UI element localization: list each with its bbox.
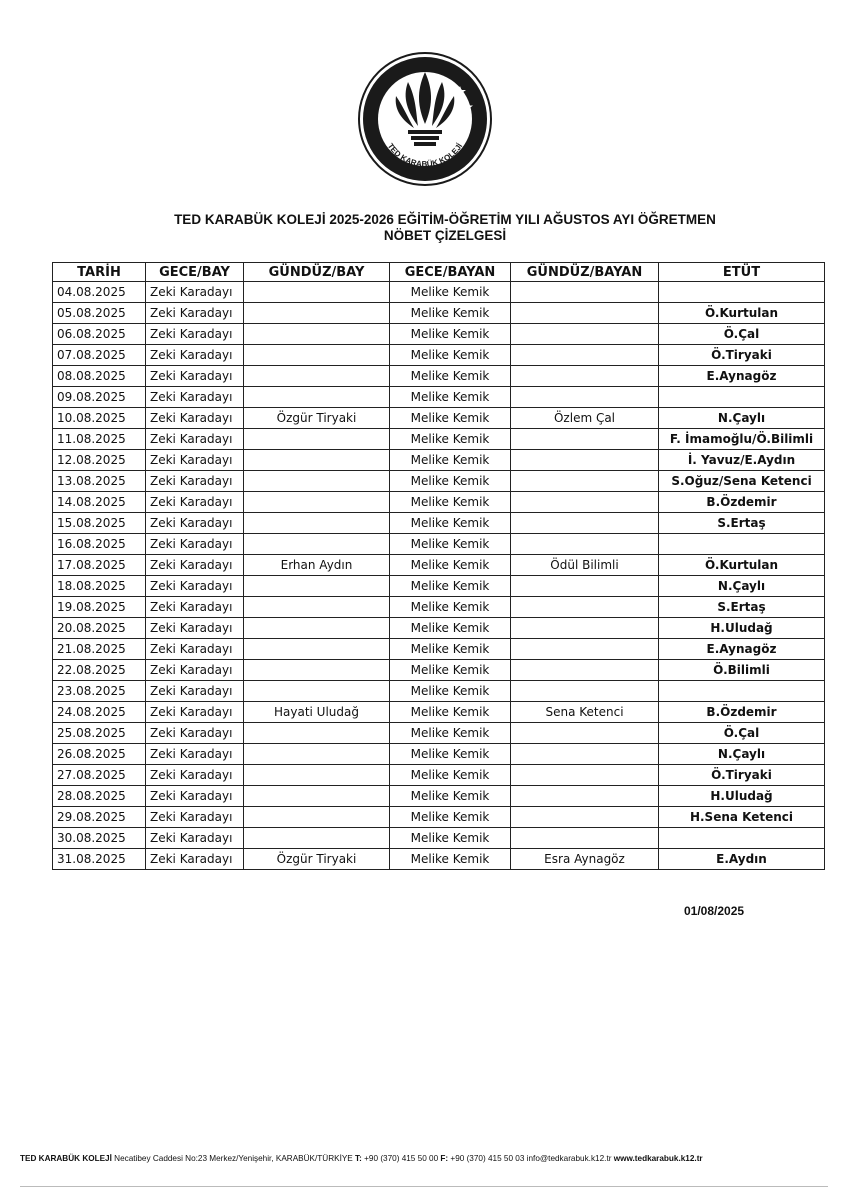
cell-night-female: Melike Kemik <box>390 408 511 429</box>
cell-night-female: Melike Kemik <box>390 639 511 660</box>
cell-night-male: Zeki Karadayı <box>146 807 244 828</box>
footer-tel: +90 (370) 415 50 00 <box>361 1154 441 1163</box>
table-row <box>53 324 825 345</box>
footer-fax-label: F: <box>440 1154 449 1163</box>
cell-day-male <box>244 639 390 660</box>
cell-night-female: Melike Kemik <box>390 618 511 639</box>
cell-day-female <box>511 681 659 702</box>
table-row <box>53 639 825 660</box>
cell-night-male: Zeki Karadayı <box>146 492 244 513</box>
table-row <box>53 786 825 807</box>
cell-date: 10.08.2025 <box>53 408 146 429</box>
cell-night-male: Zeki Karadayı <box>146 450 244 471</box>
cell-study: F. İmamoğlu/Ö.Bilimli <box>659 429 825 450</box>
footer-school: TED KARABÜK KOLEJİ <box>20 1154 112 1163</box>
cell-night-female: Melike Kemik <box>390 681 511 702</box>
table-row <box>53 660 825 681</box>
cell-night-female: Melike Kemik <box>390 471 511 492</box>
cell-day-male: Özgür Tiryaki <box>244 849 390 870</box>
cell-day-female <box>511 618 659 639</box>
cell-study: Ö.Tiryaki <box>659 765 825 786</box>
cell-day-male <box>244 807 390 828</box>
cell-day-male <box>244 597 390 618</box>
cell-day-male <box>244 513 390 534</box>
cell-date: 31.08.2025 <box>53 849 146 870</box>
cell-date: 14.08.2025 <box>53 492 146 513</box>
cell-day-male <box>244 534 390 555</box>
cell-day-female <box>511 387 659 408</box>
cell-night-male: Zeki Karadayı <box>146 576 244 597</box>
cell-night-female: Melike Kemik <box>390 324 511 345</box>
cell-study <box>659 828 825 849</box>
cell-night-male: Zeki Karadayı <box>146 345 244 366</box>
cell-night-female: Melike Kemik <box>390 282 511 303</box>
title-line-1: TED KARABÜK KOLEJİ 2025-2026 EĞİTİM-ÖĞRETİM YILI AĞUSTOS AYI ÖĞRETMEN <box>174 212 716 227</box>
cell-night-male: Zeki Karadayı <box>146 513 244 534</box>
cell-study: N.Çaylı <box>659 576 825 597</box>
cell-study: N.Çaylı <box>659 408 825 429</box>
cell-day-male <box>244 660 390 681</box>
table-row <box>53 429 825 450</box>
cell-day-female <box>511 450 659 471</box>
cell-study: Ö.Bilimli <box>659 660 825 681</box>
footer-tel-label: T: <box>355 1154 362 1163</box>
cell-date: 11.08.2025 <box>53 429 146 450</box>
table-row <box>53 555 825 576</box>
cell-study: E.Aynagöz <box>659 639 825 660</box>
table-row <box>53 702 825 723</box>
table-row <box>53 303 825 324</box>
cell-night-male: Zeki Karadayı <box>146 408 244 429</box>
cell-date: 06.08.2025 <box>53 324 146 345</box>
cell-day-male <box>244 471 390 492</box>
cell-day-male: Hayati Uludağ <box>244 702 390 723</box>
cell-day-male <box>244 429 390 450</box>
cell-study <box>659 282 825 303</box>
cell-study <box>659 534 825 555</box>
cell-day-female <box>511 429 659 450</box>
cell-study: Ö.Tiryaki <box>659 345 825 366</box>
cell-study: B.Özdemir <box>659 702 825 723</box>
cell-study <box>659 681 825 702</box>
cell-day-female <box>511 660 659 681</box>
cell-night-male: Zeki Karadayı <box>146 303 244 324</box>
table-row <box>53 345 825 366</box>
cell-night-female: Melike Kemik <box>390 345 511 366</box>
cell-date: 13.08.2025 <box>53 471 146 492</box>
cell-day-female: Esra Aynagöz <box>511 849 659 870</box>
cell-day-female <box>511 303 659 324</box>
cell-night-female: Melike Kemik <box>390 450 511 471</box>
cell-night-male: Zeki Karadayı <box>146 555 244 576</box>
cell-night-male: Zeki Karadayı <box>146 618 244 639</box>
cell-day-male <box>244 723 390 744</box>
cell-date: 19.08.2025 <box>53 597 146 618</box>
cell-study: E.Aydın <box>659 849 825 870</box>
cell-day-female <box>511 345 659 366</box>
cell-day-female <box>511 576 659 597</box>
document-date: 01/08/2025 <box>684 904 745 918</box>
cell-date: 28.08.2025 <box>53 786 146 807</box>
cell-day-male <box>244 450 390 471</box>
footer-web: www.tedkarabuk.k12.tr <box>613 1154 703 1163</box>
table-row <box>53 618 825 639</box>
cell-day-female <box>511 324 659 345</box>
cell-date: 18.08.2025 <box>53 576 146 597</box>
header-night-male: GECE/BAY <box>146 263 244 282</box>
cell-date: 20.08.2025 <box>53 618 146 639</box>
document-title <box>60 212 830 244</box>
cell-study: S.Oğuz/Sena Ketenci <box>659 471 825 492</box>
cell-day-male: Erhan Aydın <box>244 555 390 576</box>
cell-night-male: Zeki Karadayı <box>146 597 244 618</box>
school-logo <box>358 52 492 186</box>
cell-night-female: Melike Kemik <box>390 303 511 324</box>
page-footer <box>20 1154 830 1163</box>
cell-night-female: Melike Kemik <box>390 576 511 597</box>
cell-date: 21.08.2025 <box>53 639 146 660</box>
cell-day-male <box>244 681 390 702</box>
cell-date: 29.08.2025 <box>53 807 146 828</box>
table-row <box>53 366 825 387</box>
cell-study: H.Sena Ketenci <box>659 807 825 828</box>
cell-day-female <box>511 765 659 786</box>
cell-night-female: Melike Kemik <box>390 513 511 534</box>
cell-night-male: Zeki Karadayı <box>146 849 244 870</box>
cell-study: B.Özdemir <box>659 492 825 513</box>
cell-night-female: Melike Kemik <box>390 492 511 513</box>
cell-night-female: Melike Kemik <box>390 534 511 555</box>
cell-day-female <box>511 366 659 387</box>
header-study: ETÜT <box>659 263 825 282</box>
cell-day-male <box>244 786 390 807</box>
cell-study: İ. Yavuz/E.Aydın <box>659 450 825 471</box>
cell-day-female: Özlem Çal <box>511 408 659 429</box>
cell-day-male <box>244 345 390 366</box>
cell-study <box>659 387 825 408</box>
cell-night-female: Melike Kemik <box>390 597 511 618</box>
cell-study: Ö.Çal <box>659 324 825 345</box>
cell-night-male: Zeki Karadayı <box>146 324 244 345</box>
cell-night-female: Melike Kemik <box>390 828 511 849</box>
cell-date: 30.08.2025 <box>53 828 146 849</box>
cell-date: 24.08.2025 <box>53 702 146 723</box>
cell-day-female <box>511 597 659 618</box>
cell-study: Ö.Kurtulan <box>659 555 825 576</box>
table-row <box>53 849 825 870</box>
cell-day-male <box>244 282 390 303</box>
table-body <box>53 282 825 870</box>
cell-night-female: Melike Kemik <box>390 744 511 765</box>
cell-day-male <box>244 618 390 639</box>
cell-study: H.Uludağ <box>659 786 825 807</box>
cell-day-male <box>244 324 390 345</box>
table-row <box>53 807 825 828</box>
cell-night-male: Zeki Karadayı <box>146 429 244 450</box>
cell-night-male: Zeki Karadayı <box>146 471 244 492</box>
cell-night-male: Zeki Karadayı <box>146 828 244 849</box>
cell-date: 05.08.2025 <box>53 303 146 324</box>
cell-night-male: Zeki Karadayı <box>146 723 244 744</box>
cell-day-female: Ödül Bilimli <box>511 555 659 576</box>
table-row <box>53 387 825 408</box>
cell-night-male: Zeki Karadayı <box>146 282 244 303</box>
cell-study: N.Çaylı <box>659 744 825 765</box>
table-row <box>53 744 825 765</box>
table-row <box>53 723 825 744</box>
cell-night-female: Melike Kemik <box>390 702 511 723</box>
cell-day-female <box>511 807 659 828</box>
cell-night-male: Zeki Karadayı <box>146 702 244 723</box>
header-day-male: GÜNDÜZ/BAY <box>244 263 390 282</box>
cell-day-female: Sena Ketenci <box>511 702 659 723</box>
cell-day-female <box>511 786 659 807</box>
cell-night-male: Zeki Karadayı <box>146 639 244 660</box>
cell-date: 09.08.2025 <box>53 387 146 408</box>
table-row <box>53 828 825 849</box>
cell-day-male <box>244 576 390 597</box>
title-line-2: NÖBET ÇİZELGESİ <box>383 228 507 243</box>
cell-day-male <box>244 303 390 324</box>
cell-study: Ö.Çal <box>659 723 825 744</box>
table-row <box>53 681 825 702</box>
table-row <box>53 450 825 471</box>
table-row <box>53 765 825 786</box>
cell-night-female: Melike Kemik <box>390 786 511 807</box>
cell-day-female <box>511 639 659 660</box>
cell-night-female: Melike Kemik <box>390 387 511 408</box>
footer-divider <box>20 1186 828 1187</box>
duty-schedule-table <box>52 262 825 870</box>
cell-night-female: Melike Kemik <box>390 429 511 450</box>
cell-study: E.Aynagöz <box>659 366 825 387</box>
cell-day-male <box>244 492 390 513</box>
cell-night-male: Zeki Karadayı <box>146 387 244 408</box>
cell-night-female: Melike Kemik <box>390 849 511 870</box>
cell-night-female: Melike Kemik <box>390 366 511 387</box>
cell-night-male: Zeki Karadayı <box>146 744 244 765</box>
cell-date: 07.08.2025 <box>53 345 146 366</box>
cell-date: 25.08.2025 <box>53 723 146 744</box>
cell-night-female: Melike Kemik <box>390 807 511 828</box>
cell-date: 16.08.2025 <box>53 534 146 555</box>
cell-night-female: Melike Kemik <box>390 660 511 681</box>
cell-day-male <box>244 387 390 408</box>
cell-night-male: Zeki Karadayı <box>146 681 244 702</box>
cell-study: H.Uludağ <box>659 618 825 639</box>
table-row <box>53 408 825 429</box>
logo-text: TED KARABÜK KOLEJİ <box>385 141 465 169</box>
cell-night-male: Zeki Karadayı <box>146 534 244 555</box>
cell-date: 04.08.2025 <box>53 282 146 303</box>
cell-day-male <box>244 366 390 387</box>
cell-night-male: Zeki Karadayı <box>146 765 244 786</box>
cell-study: Ö.Kurtulan <box>659 303 825 324</box>
header-night-female: GECE/BAYAN <box>390 263 511 282</box>
cell-day-male: Özgür Tiryaki <box>244 408 390 429</box>
cell-night-female: Melike Kemik <box>390 765 511 786</box>
cell-night-male: Zeki Karadayı <box>146 366 244 387</box>
table-row <box>53 471 825 492</box>
table-row <box>53 513 825 534</box>
cell-date: 22.08.2025 <box>53 660 146 681</box>
header-day-female: GÜNDÜZ/BAYAN <box>511 263 659 282</box>
cell-day-male <box>244 744 390 765</box>
cell-date: 08.08.2025 <box>53 366 146 387</box>
cell-day-female <box>511 471 659 492</box>
cell-date: 17.08.2025 <box>53 555 146 576</box>
cell-date: 27.08.2025 <box>53 765 146 786</box>
table-row <box>53 282 825 303</box>
cell-day-female <box>511 513 659 534</box>
cell-day-female <box>511 723 659 744</box>
table-row <box>53 534 825 555</box>
cell-day-male <box>244 828 390 849</box>
cell-study: S.Ertaş <box>659 597 825 618</box>
header-date: TARİH <box>53 263 146 282</box>
cell-day-female <box>511 828 659 849</box>
table-row <box>53 492 825 513</box>
cell-date: 12.08.2025 <box>53 450 146 471</box>
table-header-row <box>53 263 825 282</box>
cell-date: 23.08.2025 <box>53 681 146 702</box>
cell-night-male: Zeki Karadayı <box>146 786 244 807</box>
table-row <box>53 597 825 618</box>
footer-fax: +90 (370) 415 50 03 info@tedkarabuk.k12.tr <box>448 1154 614 1163</box>
footer-address: Necatibey Caddesi No:23 Merkez/Yenişehir, KARABÜK/TÜRKİYE <box>111 1154 356 1163</box>
cell-date: 26.08.2025 <box>53 744 146 765</box>
cell-day-female <box>511 492 659 513</box>
cell-day-female <box>511 744 659 765</box>
cell-night-female: Melike Kemik <box>390 723 511 744</box>
cell-day-male <box>244 765 390 786</box>
cell-night-female: Melike Kemik <box>390 555 511 576</box>
cell-date: 15.08.2025 <box>53 513 146 534</box>
table-row <box>53 576 825 597</box>
cell-night-male: Zeki Karadayı <box>146 660 244 681</box>
cell-study: S.Ertaş <box>659 513 825 534</box>
cell-day-female <box>511 282 659 303</box>
cell-day-female <box>511 534 659 555</box>
